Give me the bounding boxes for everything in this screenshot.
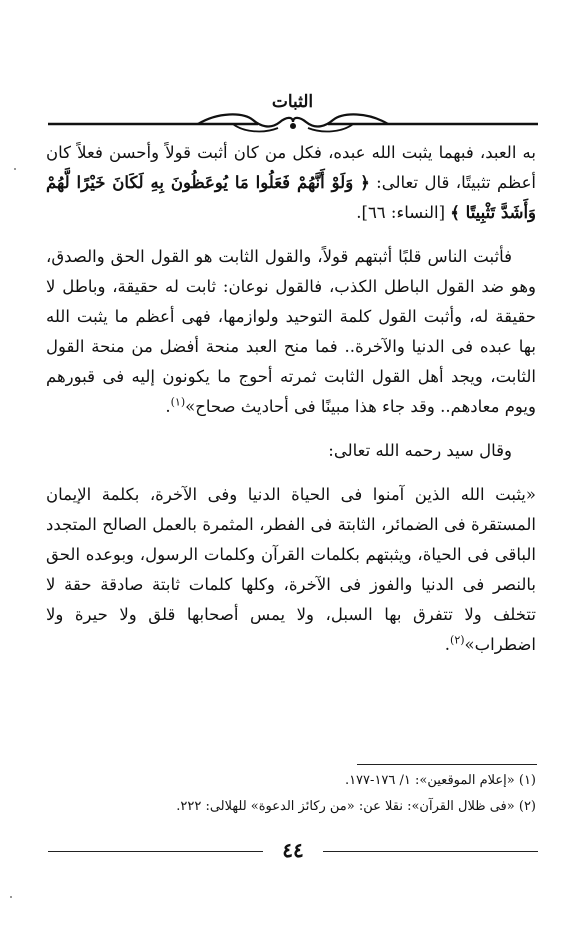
paragraph-1-text-b: [النساء: ٦٦]. <box>356 203 451 222</box>
scan-speck <box>14 168 16 170</box>
paragraph-1-text-a: به العبد، فبهما يثبت الله عبده، فكل من كان أثبت قولاً وأحسن فعلاً كان أعظم تثبيتًا، قال تعالى: <box>46 143 537 192</box>
footnote-1: (١) «إعلام الموقعين»: ١/ ١٧٦-١٧٧. <box>344 773 536 788</box>
paragraph-2 <box>46 242 536 422</box>
paragraph-gap <box>46 228 536 242</box>
running-title: الثبات <box>271 92 314 112</box>
footer-rule-right <box>323 851 538 852</box>
footnote-ref-1: (١) <box>170 395 186 409</box>
header-ornament <box>48 108 538 136</box>
paragraph-2-end: . <box>165 397 171 416</box>
page-footer <box>48 836 538 866</box>
paragraph-3 <box>46 436 536 466</box>
paragraph-gap <box>46 422 536 436</box>
paragraph-2-text: فأثبت الناس قلبًا أثبتهم قولاً، والقول الثابت هو القول الحق والصدق، وهو ضد القول الباطل الكذب، فالقول نوعان: ثابت له حقيقة، وباطل لا حقيقة له، وأثبت القول كلمة التوحيد ولوازمها، فهى أعظم ما يثبت الله بها عبده فى الدنيا والآخرة.. فما منح العبد منحة أفضل من منحة القول الثابت، ويجد أهل القول الثابت ثمرته أحوج ما يكونون إليه فى قبورهم ويوم معادهم.. وقد جاء هذا مبينًا فى أحاديث صحاح» <box>46 247 536 416</box>
footnote-divider <box>357 764 537 765</box>
paragraph-4 <box>46 480 536 660</box>
page-number: ٤٤ <box>282 838 304 862</box>
paragraph-4-end: . <box>444 635 451 654</box>
paragraph-gap <box>46 466 536 480</box>
quran-verse: ﴿ وَلَوْ أَنَّهُمْ فَعَلُوا مَا يُوعَظُونَ بِهِ لَكَانَ خَيْرًا لَّهُمْ وَأَشَدَّ تَثْبِيتًا ﴾ <box>46 173 536 222</box>
body-text <box>46 138 536 660</box>
footnote-2: (٢) «فى ظلال القرآن»: نقلا عن: «من ركائز الدعوة» للهلالى: ٢٢٢. <box>176 799 536 814</box>
footnote-ref-2: (٢) <box>450 633 465 647</box>
paragraph-3-text: وقال سيد رحمه الله تعالى: <box>328 441 512 460</box>
scan-speck <box>10 896 12 898</box>
footnotes <box>46 768 536 820</box>
paragraph-1 <box>46 138 536 228</box>
paragraph-4-text: «يثبت الله الذين آمنوا فى الحياة الدنيا وفى الآخرة، بكلمة الإيمان المستقرة فى الضمائر، الثابتة فى الفطر، المثمرة بالعمل الصالح المتجدد الباقى فى الحياة، ويثبتهم بكلمات القرآن وكلمات الرسول، وبوعده الحق بالنصر فى الدنيا والفوز فى الآخرة، وكلها كلمات ثابتة صادقة حقة لا تتخلف ولا تتفرق بها السبل، ولا يمس أصحابها قلق ولا حيرة ولا اضطراب» <box>46 485 536 654</box>
